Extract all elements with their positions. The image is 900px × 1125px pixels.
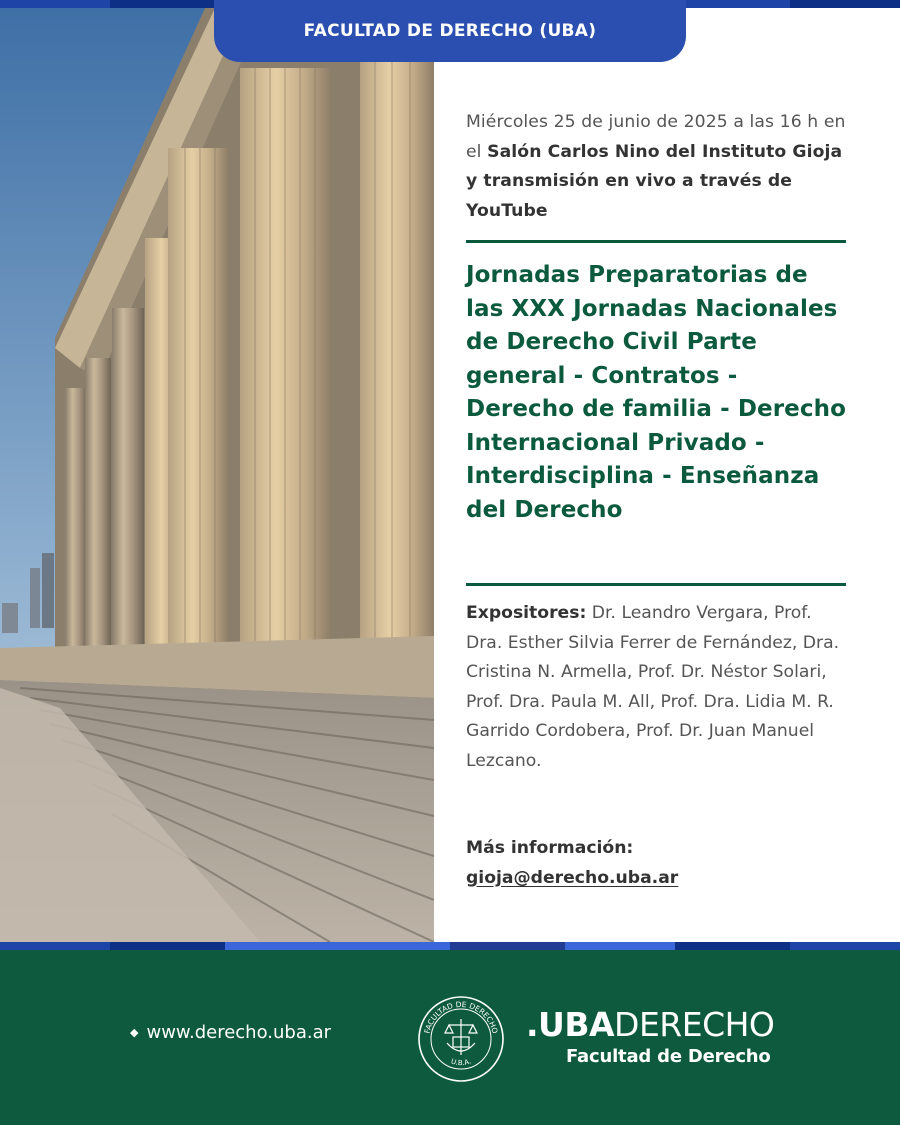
event-info (466, 108, 850, 226)
header-title-tab (214, 0, 686, 62)
seal-text-top: FACULTAD DE DERECHO (422, 999, 500, 1035)
speakers-list: Dr. Leandro Vergara, Prof. Dra. Esther Silvia Ferrer de Fernández, Dra. Cristina N. Armella, Prof. Dr. Néstor Solari, Prof. Dra. Paula M. All, Prof. Dra. Lidia M. R. Garrido Cordobera, Prof. Dr. Juan Manuel Lezcano. (466, 603, 840, 771)
website-link[interactable] (130, 1022, 331, 1043)
divider (466, 240, 846, 243)
brand-wordmark (526, 1006, 774, 1044)
brand-logo (526, 1006, 774, 1067)
brand-prefix: .UBA (526, 1005, 615, 1044)
seal-text-bottom: U.B.A. (449, 1057, 473, 1068)
brand-suffix: DERECHO (614, 1005, 775, 1044)
more-info-label: Más información: (466, 838, 634, 858)
email-link[interactable]: gioja@derecho.uba.ar (466, 867, 679, 888)
svg-text:U.B.A. (450, 1057, 472, 1067)
event-date-text: Miércoles 25 de junio de 2025 a las 16 h en el (466, 112, 846, 162)
speakers (466, 599, 850, 776)
brand-subtitle: Facultad de Derecho (566, 1046, 771, 1067)
seal-icon (417, 995, 505, 1083)
building-columns-photo (0, 8, 434, 942)
event-title: Jornadas Preparatorias de las XXX Jornadas Nacionales de Derecho Civil Parte general - Contratos - Derecho de familia - Derecho Internacional Privado - Interdisciplina - Enseñanza del Derecho (466, 262, 846, 523)
diamond-icon: ◆ (130, 1026, 139, 1039)
header-title: FACULTAD DE DERECHO (UBA) (303, 21, 597, 41)
bottom-stripe (0, 942, 900, 950)
website-text: www.derecho.uba.ar (146, 1022, 332, 1043)
footer (0, 950, 900, 1125)
event-venue-text: Salón Carlos Nino del Instituto Gioja y transmisión en vivo a través de YouTube (466, 141, 843, 221)
divider (466, 583, 846, 586)
speakers-label: Expositores: (466, 603, 587, 623)
more-info (466, 834, 850, 893)
